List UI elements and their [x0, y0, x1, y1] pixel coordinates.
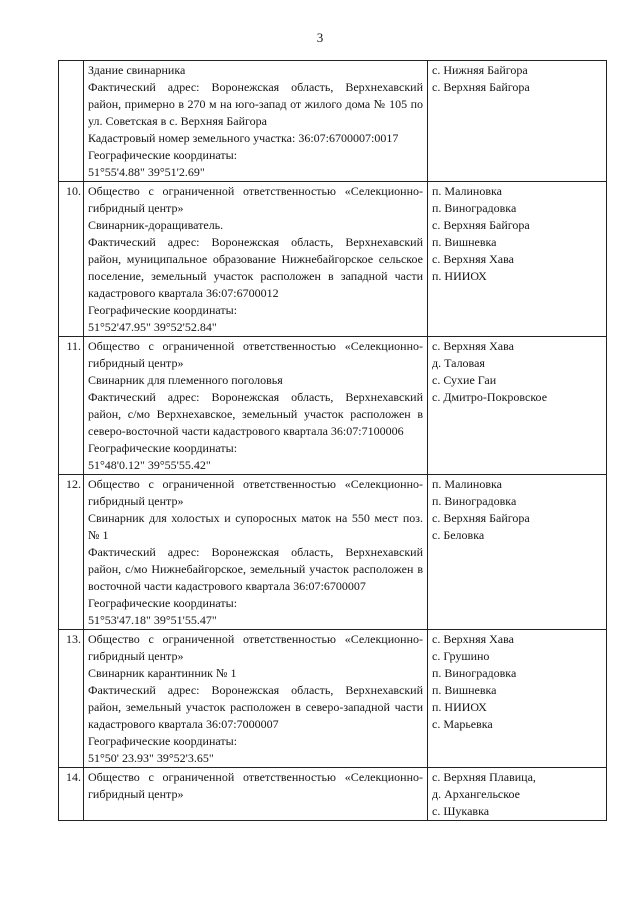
- settlement-item: с. Нижняя Байгора: [432, 63, 528, 77]
- description-line: Здание свинарника: [88, 63, 186, 77]
- description-line: 51°52'47.95" 39°52'52.84": [88, 320, 217, 334]
- description-line: Географические координаты:: [88, 596, 238, 610]
- settlement-item: с. Дмитро-Покровское: [432, 390, 548, 404]
- row-number: [59, 61, 84, 182]
- description-line: Общество с ограниченной ответственностью «Селекционно-гибридный центр»: [88, 184, 423, 215]
- settlement-item: с. Верхняя Байгора: [432, 80, 530, 94]
- settlement-item: п. НИИОХ: [432, 700, 487, 714]
- settlements-list: [428, 630, 607, 768]
- description-line: Географические координаты:: [88, 441, 238, 455]
- description-line: Фактический адрес: Воронежская область, Верхнехавский район, с/мо Верхнехавское, земельный участок расположен в северо-восточной части кадастрового квартала 36:07:7100006: [88, 390, 423, 438]
- settlement-item: с. Верхняя Хава: [432, 632, 514, 646]
- facility-description: [84, 182, 428, 337]
- settlement-item: с. Верхняя Хава: [432, 252, 514, 266]
- settlements-list: [428, 337, 607, 475]
- description-line: Общество с ограниченной ответственностью «Селекционно-гибридный центр»: [88, 477, 423, 508]
- page-number: 3: [316, 30, 324, 45]
- description-line: Фактический адрес: Воронежская область, Верхнехавский район, муниципальное образование Нижнебайгорское сельское поселение, земельный участок расположен в западной части кадастрового квартала 36:07:6700012: [88, 235, 423, 300]
- table-row: [59, 182, 607, 337]
- facility-description: [84, 475, 428, 630]
- settlements-list: [428, 61, 607, 182]
- facility-description: [84, 630, 428, 768]
- row-number: 10.: [59, 182, 84, 337]
- settlement-item: п. Малиновка: [432, 477, 502, 491]
- settlement-item: п. Вишневка: [432, 683, 497, 697]
- description-line: Географические координаты:: [88, 148, 238, 162]
- settlements-list: [428, 182, 607, 337]
- description-line: Свинарник для племенного поголовья: [88, 373, 283, 387]
- settlement-item: п. НИИОХ: [432, 269, 487, 283]
- description-line: Географические координаты:: [88, 303, 238, 317]
- settlement-item: с. Верхняя Байгора: [432, 511, 530, 525]
- settlement-item: п. Виноградовка: [432, 494, 517, 508]
- description-line: Свинарник-доращиватель.: [88, 218, 224, 232]
- settlement-item: п. Вишневка: [432, 235, 497, 249]
- facility-description: [84, 768, 428, 821]
- table-row: [59, 768, 607, 821]
- settlement-item: с. Шукавка: [432, 804, 490, 818]
- row-number: 11.: [59, 337, 84, 475]
- description-line: 51°55'4.88" 39°51'2.69": [88, 165, 205, 179]
- description-line: 51°53'47.18" 39°51'55.47": [88, 613, 217, 627]
- table-row: [59, 630, 607, 768]
- settlement-item: с. Грушино: [432, 649, 490, 663]
- settlement-item: с. Верхняя Байгора: [432, 218, 530, 232]
- row-number: 14.: [59, 768, 84, 821]
- description-line: Общество с ограниченной ответственностью «Селекционно-гибридный центр»: [88, 770, 423, 801]
- description-line: Географические координаты:: [88, 734, 238, 748]
- table-row: [59, 475, 607, 630]
- settlement-item: с. Марьевка: [432, 717, 493, 731]
- facilities-table: [58, 60, 607, 821]
- description-line: Кадастровый номер земельного участка: 36:07:6700007:0017: [88, 131, 399, 145]
- table-row: [59, 337, 607, 475]
- settlements-list: [428, 768, 607, 821]
- settlement-item: с. Верхняя Плавица,: [432, 770, 536, 784]
- settlement-item: с. Верхняя Хава: [432, 339, 514, 353]
- settlement-item: п. Виноградовка: [432, 201, 517, 215]
- description-line: Общество с ограниченной ответственностью «Селекционно-гибридный центр»: [88, 339, 423, 370]
- settlement-item: п. Малиновка: [432, 184, 502, 198]
- description-line: 51°50' 23.93" 39°52'3.65": [88, 751, 214, 765]
- facility-description: [84, 61, 428, 182]
- settlement-item: д. Таловая: [432, 356, 485, 370]
- description-line: Общество с ограниченной ответственностью «Селекционно-гибридный центр»: [88, 632, 423, 663]
- settlement-item: д. Архангельское: [432, 787, 520, 801]
- description-line: 51°48'0.12" 39°55'55.42": [88, 458, 211, 472]
- settlement-item: с. Сухие Гаи: [432, 373, 497, 387]
- description-line: Фактический адрес: Воронежская область, Верхнехавский район, с/мо Нижнебайгорское, земельный участок расположен в восточной части кадастрового квартала 36:07:6700007: [88, 545, 423, 593]
- description-line: Свинарник для холостых и супоросных маток на 550 мест поз. № 1: [88, 511, 423, 542]
- description-line: Фактический адрес: Воронежская область, Верхнехавский район, земельный участок расположен в северо-западной части кадастрового квартала 36:07:7000007: [88, 683, 423, 731]
- facility-description: [84, 337, 428, 475]
- description-line: Свинарник карантинник № 1: [88, 666, 237, 680]
- table-row: [59, 61, 607, 182]
- settlements-list: [428, 475, 607, 630]
- row-number: 12.: [59, 475, 84, 630]
- settlement-item: п. Виноградовка: [432, 666, 517, 680]
- row-number: 13.: [59, 630, 84, 768]
- description-line: Фактический адрес: Воронежская область, Верхнехавский район, примерно в 270 м на юго-запад от жилого дома № 105 по ул. Советская в с. Верхняя Байгора: [88, 80, 423, 128]
- settlement-item: с. Беловка: [432, 528, 485, 542]
